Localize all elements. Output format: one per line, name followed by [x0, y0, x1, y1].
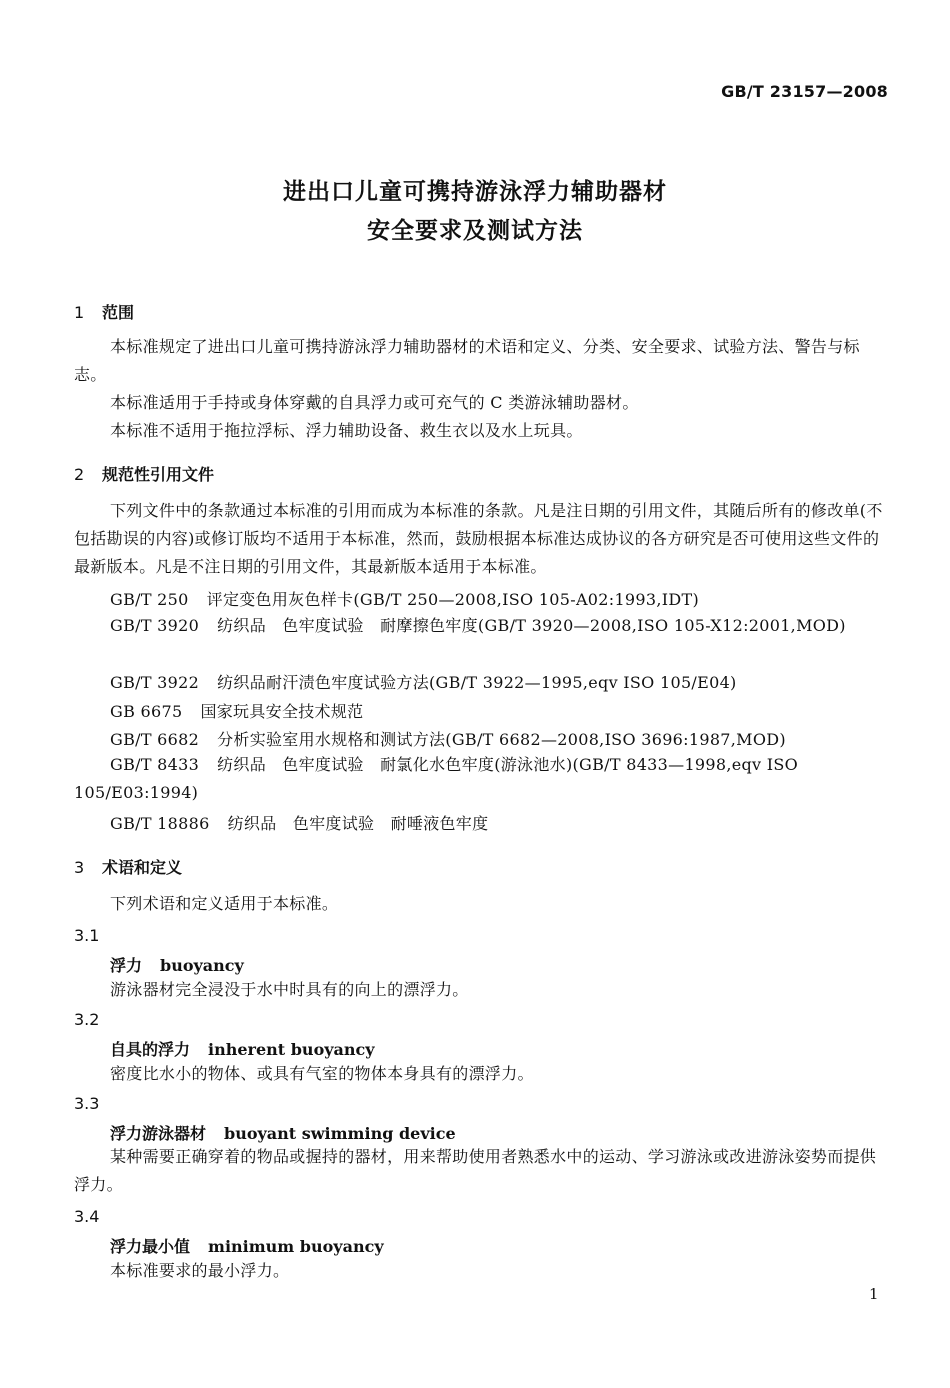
term-number: 3.3 — [74, 1094, 100, 1113]
standard-code: GB/T 23157—2008 — [721, 82, 888, 101]
term-heading — [110, 1234, 384, 1257]
reference-code: GB/T 18886 — [110, 814, 210, 833]
reference-code: GB/T 250 — [110, 590, 189, 609]
term-english: buoyant swimming device — [224, 1124, 456, 1143]
term-chinese: 自具的浮力 — [110, 1040, 191, 1059]
term-chinese: 浮力 — [110, 956, 143, 975]
section-title: 规范性引用文件 — [102, 465, 215, 484]
terms-intro: 下列术语和定义适用于本标准。 — [110, 894, 339, 913]
document-title-line2: 安全要求及测试方法 — [367, 218, 583, 244]
reference-item — [110, 670, 737, 693]
term-chinese: 浮力游泳器材 — [110, 1124, 207, 1143]
reference-item — [110, 699, 363, 722]
reference-item — [110, 587, 699, 610]
reference-text: 纺织品 色牢度试验 耐氯化水色牢度(游泳池水)(GB/T 8433—1998,eqv ISO 105/E03:1994) — [74, 755, 799, 802]
term-english: minimum buoyancy — [208, 1237, 384, 1256]
reference-code: GB/T 3922 — [110, 673, 200, 692]
term-number: 3.4 — [74, 1207, 100, 1226]
section-number: 1 — [74, 303, 85, 322]
term-chinese: 浮力最小值 — [110, 1237, 191, 1256]
section-2-heading — [74, 462, 214, 485]
reference-item — [110, 727, 786, 750]
section-title: 术语和定义 — [102, 858, 183, 877]
reference-text: 分析实验室用水规格和测试方法(GB/T 6682—2008,ISO 3696:1987,MOD) — [217, 730, 786, 749]
reference-code: GB/T 8433 — [110, 755, 200, 774]
document-title-line1: 进出口儿童可携持游泳浮力辅助器材 — [283, 179, 667, 205]
section-3-heading — [74, 855, 182, 878]
reference-text: 国家玩具安全技术规范 — [200, 702, 364, 721]
page-number: 1 — [869, 1285, 879, 1303]
term-definition: 密度比水小的物体、或具有气室的物体本身具有的漂浮力。 — [110, 1064, 534, 1083]
reference-text: 纺织品 色牢度试验 耐摩擦色牢度(GB/T 3920—2008,ISO 105-X12:2001,MOD) — [217, 616, 846, 635]
scope-paragraph-1: 本标准规定了进出口儿童可携持游泳浮力辅助器材的术语和定义、分类、安全要求、试验方法、警告与标志。 — [74, 337, 860, 384]
reference-item — [74, 751, 888, 807]
term-number: 3.1 — [74, 926, 100, 945]
normative-references-intro: 下列文件中的条款通过本标准的引用而成为本标准的条款。凡是注日期的引用文件，其随后所有的修改单(不包括勘误的内容)或修订版均不适用于本标准，然而，鼓励根据本标准达成协议的各方研究是否可使用这些文件的最新版本。凡是不注日期的引用文件，其最新版本适用于本标准。 — [74, 501, 883, 576]
term-english: buoyancy — [160, 956, 244, 975]
term-definition: 本标准要求的最小浮力。 — [110, 1261, 290, 1280]
section-number: 2 — [74, 465, 85, 484]
section-1-heading — [74, 300, 134, 323]
term-definition: 游泳器材完全浸没于水中时具有的向上的漂浮力。 — [110, 980, 469, 999]
term-heading — [110, 953, 244, 976]
reference-item — [74, 612, 888, 640]
reference-code: GB/T 6682 — [110, 730, 200, 749]
section-number: 3 — [74, 858, 85, 877]
term-heading — [110, 1037, 375, 1060]
term-number: 3.2 — [74, 1010, 100, 1029]
reference-item — [110, 811, 488, 834]
scope-paragraph-2: 本标准适用于手持或身体穿戴的自具浮力或可充气的 C 类游泳辅助器材。 — [110, 393, 639, 412]
scope-paragraph-3: 本标准不适用于拖拉浮标、浮力辅助设备、救生衣以及水上玩具。 — [110, 421, 583, 440]
reference-text: 纺织品 色牢度试验 耐唾液色牢度 — [227, 814, 489, 833]
reference-code: GB 6675 — [110, 702, 183, 721]
reference-text: 纺织品耐汗渍色牢度试验方法(GB/T 3922—1995,eqv ISO 105/E04) — [217, 673, 737, 692]
reference-text: 评定变色用灰色样卡(GB/T 250—2008,ISO 105-A02:1993,IDT) — [206, 590, 700, 609]
term-heading — [110, 1121, 456, 1144]
section-title: 范围 — [102, 303, 135, 322]
term-definition: 某种需要正确穿着的物品或握持的器材，用来帮助使用者熟悉水中的运动、学习游泳或改进游泳姿势而提供浮力。 — [74, 1147, 877, 1194]
term-english: inherent buoyancy — [208, 1040, 375, 1059]
reference-code: GB/T 3920 — [110, 616, 200, 635]
